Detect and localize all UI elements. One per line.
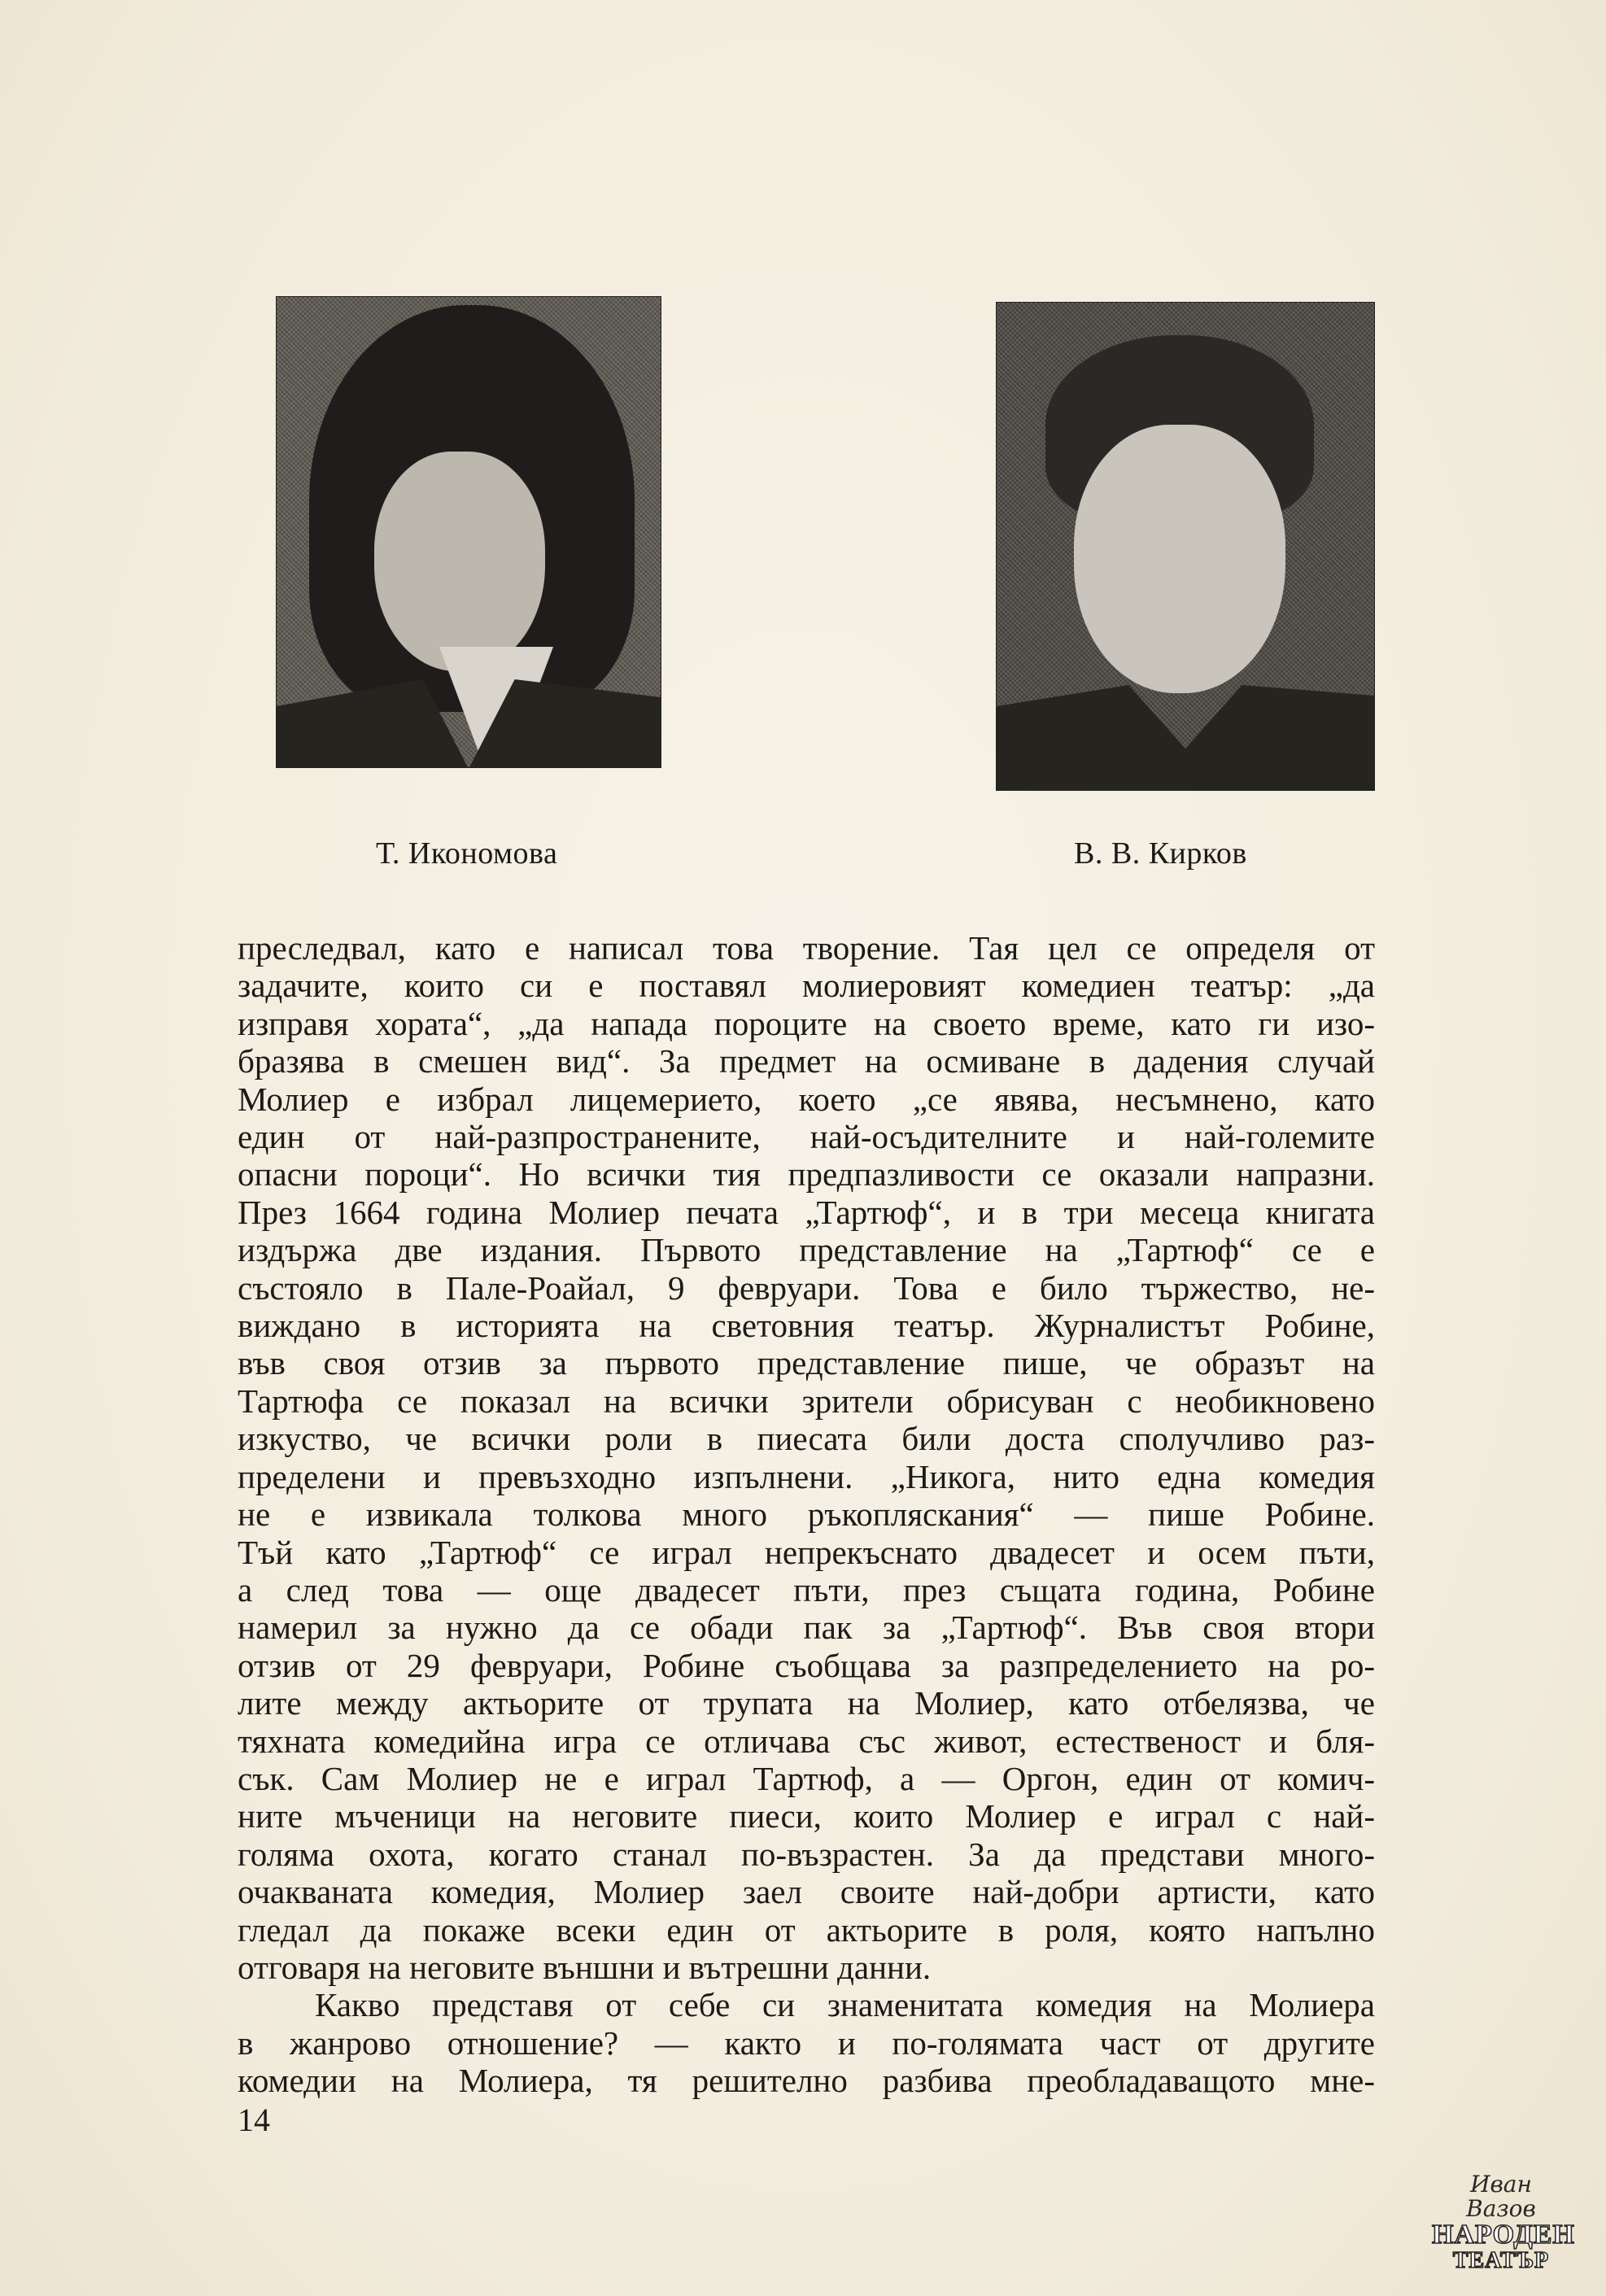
text-line: виждано в историята на световния театър. Журналистът Робине, bbox=[238, 1307, 1375, 1345]
paragraph-2 bbox=[238, 1986, 1375, 2099]
text-line: голяма охота, когато станал по-възрастен. За да представи много- bbox=[238, 1835, 1375, 1873]
text-line: състояло в Пале-Роайал, 9 февруари. Това е било тържество, не- bbox=[238, 1268, 1375, 1307]
photo-caption-right: В. В. Кирков bbox=[1074, 836, 1247, 871]
paragraph-1 bbox=[238, 929, 1375, 1986]
text-line: гледал да покаже всеки един от актьорите в роля, която напълно bbox=[238, 1910, 1375, 1949]
text-line: един от най-разпространените, най-осъдителните и най-големите bbox=[238, 1118, 1375, 1156]
text-line: бразява в смешен вид“. За предмет на осмиване в дадения случай bbox=[238, 1042, 1375, 1080]
photo-caption-left: Т. Икономова bbox=[376, 836, 558, 871]
portrait-photo-kirkov bbox=[996, 302, 1375, 791]
national-theatre-logo bbox=[1432, 2171, 1575, 2273]
text-line: Молиер е избрал лицемерието, което „се явява, несъмнено, като bbox=[238, 1080, 1375, 1118]
text-line: намерил за нужно да се обади пак за „Тартюф“. Във своя втори bbox=[238, 1609, 1375, 1647]
text-line: тяхната комедийна игра се отличава със живот, естественост и бля- bbox=[238, 1722, 1375, 1760]
text-line: ните мъченици на неговите пиеси, които Молиер е играл с най- bbox=[238, 1797, 1375, 1835]
photo-face bbox=[374, 452, 545, 671]
text-line: а след това — още двадесет пъти, през същата година, Робине bbox=[238, 1570, 1375, 1609]
text-line: във своя отзив за първото представление пише, че образът на bbox=[238, 1344, 1375, 1382]
text-line: отзив от 29 февруари, Робине съобщава за разпределението на ро- bbox=[238, 1646, 1375, 1684]
logo-line-1: НАРОДЕН bbox=[1432, 2220, 1575, 2250]
text-line: Тъй като „Тартюф“ се играл непрекъснато двадесет и осем пъти, bbox=[238, 1533, 1375, 1571]
text-line: не е извикала толкова много ръкопляскания“ — пише Робине. bbox=[238, 1495, 1375, 1534]
text-line: лите между актьорите от трупата на Молиер, като отбелязва, че bbox=[238, 1684, 1375, 1722]
logo-script-signature: Иван Вазов bbox=[1466, 2171, 1536, 2222]
text-line: отговаря на неговите външни и вътрешни данни. bbox=[238, 1948, 932, 1986]
text-line: очакваната комедия, Молиер заел своите най-добри артисти, като bbox=[238, 1873, 1375, 1911]
text-line: преследвал, като е написал това творение. Тая цел се определя от bbox=[238, 929, 1375, 967]
text-line: издържа две издания. Първото представление на „Тартюф“ се е bbox=[238, 1231, 1375, 1269]
text-line: задачите, които си е поставял молиеровият комедиен театър: „да bbox=[238, 967, 1375, 1005]
text-line: сък. Сам Молиер не е играл Тартюф, а — Оргон, един от комич- bbox=[238, 1759, 1375, 1797]
text-line: Тартюфа се показал на всички зрители обрисуван с необикновено bbox=[238, 1382, 1375, 1420]
text-line: комедии на Молиера, тя решително разбива преобладаващото мне- bbox=[238, 2062, 1375, 2100]
text-line: в жанрово отношение? — както и по-голямата част от другите bbox=[238, 2023, 1375, 2062]
article-body bbox=[238, 929, 1375, 2100]
photo-coat bbox=[997, 685, 1374, 791]
text-line: изправя хората“, „да напада пороците на своето време, като ги изо- bbox=[238, 1004, 1375, 1042]
text-line: изкуство, че всички роли в пиесата били доста сполучливо раз- bbox=[238, 1420, 1375, 1458]
page-number: 14 bbox=[238, 2102, 270, 2138]
text-line: Какво представя от себе си знаменитата комедия на Молиера bbox=[315, 1986, 1375, 2024]
logo-line-2: ТЕАТЪР bbox=[1452, 2248, 1550, 2273]
text-line: През 1664 година Молиер печата „Тартюф“, и в три месеца книгата bbox=[238, 1193, 1375, 1231]
text-line: пределени и превъзходно изпълнени. „Никога, нито една комедия bbox=[238, 1457, 1375, 1495]
text-line: опасни пороци“. Но всички тия предпазливости се оказали напразни. bbox=[238, 1155, 1375, 1194]
portrait-photo-ikonomova bbox=[276, 296, 661, 768]
photo-face bbox=[1074, 425, 1285, 693]
